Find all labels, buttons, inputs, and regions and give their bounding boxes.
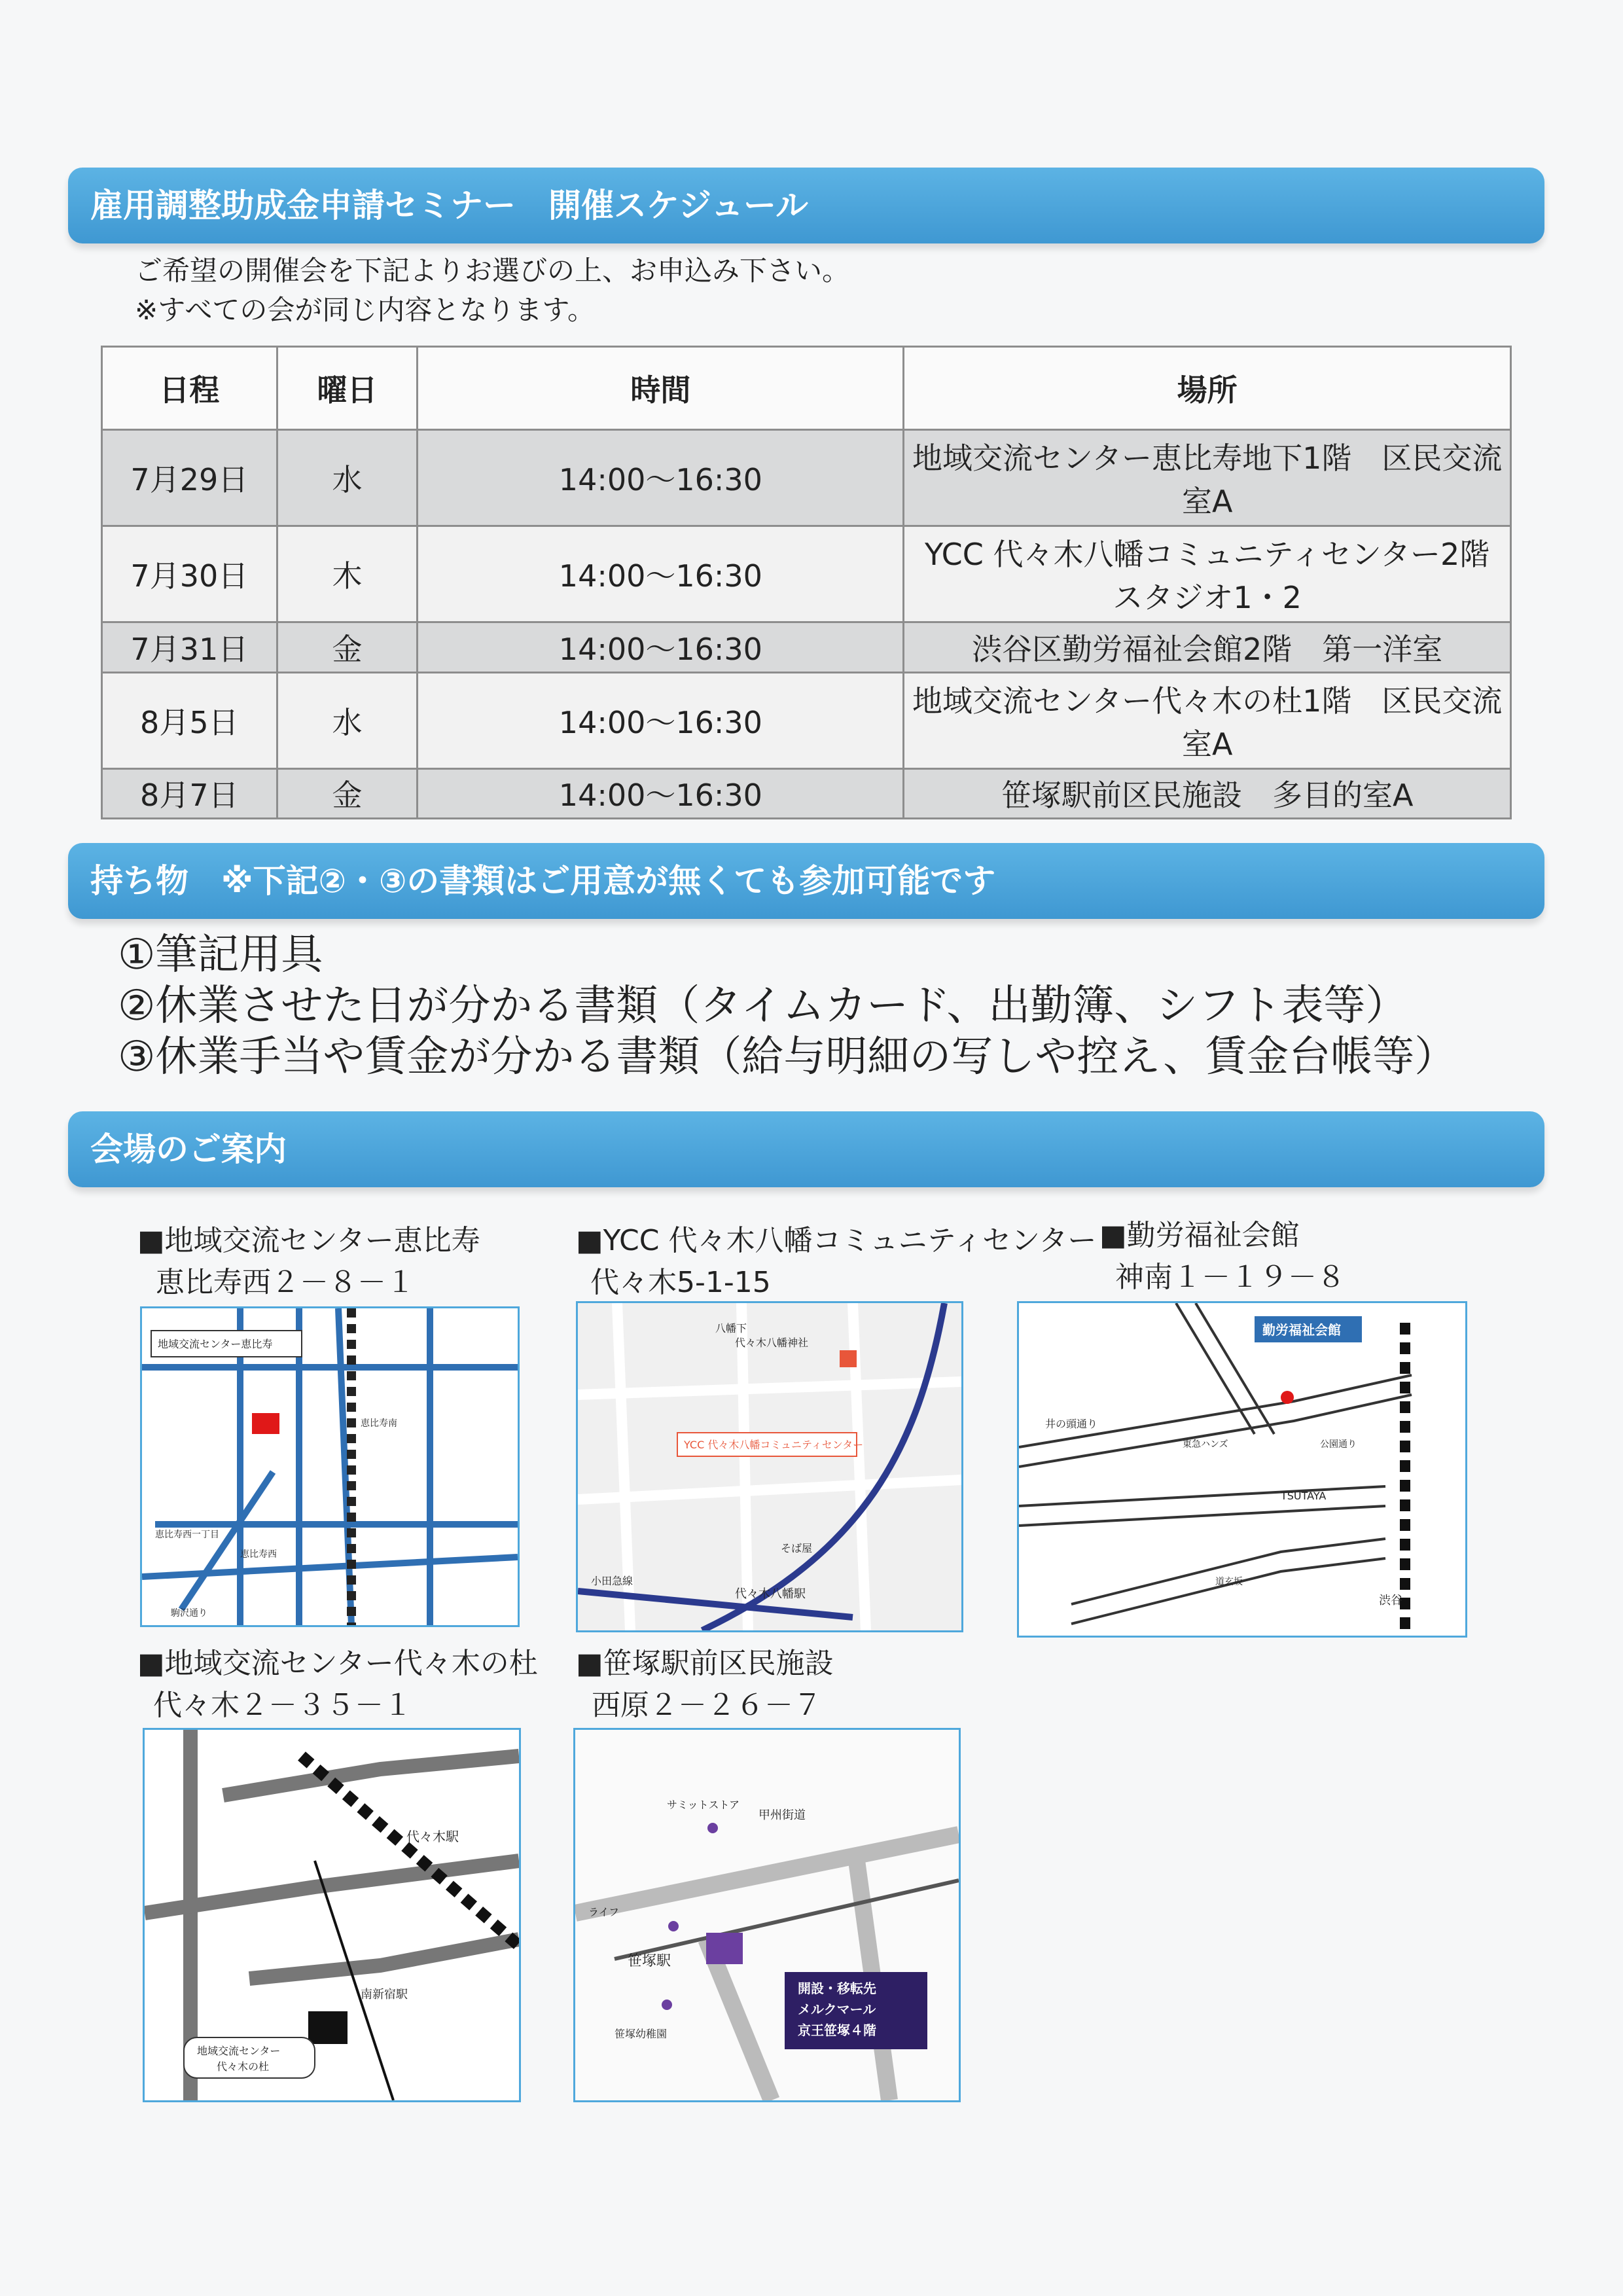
map-label: 恵比寿西 [240, 1549, 277, 1560]
venue-section-header: 会場のご案内 [68, 1111, 1544, 1187]
row-place: 笹塚駅前区民施設 多目的室A [904, 768, 1511, 818]
map-label: 代々木八幡神社 [735, 1336, 809, 1349]
map-label: 地域交流センター [197, 2045, 281, 2057]
map-ebisu [140, 1306, 520, 1627]
map-ycc [576, 1301, 963, 1632]
venue-name: ■勤労福祉会館 [1099, 1219, 1300, 1252]
table-row [102, 768, 1511, 818]
map-sasazuka-graphic [575, 1730, 959, 2100]
row-place: YCC 代々木八幡コミュニティセンター2階 スタジオ1・2 [904, 526, 1511, 622]
row-date: 7月29日 [102, 430, 277, 526]
table-row [102, 526, 1511, 622]
map-label: 井の頭通り [1045, 1418, 1098, 1430]
map-yoyogi [143, 1728, 521, 2102]
venue-caption-ycc [576, 1220, 1096, 1304]
map-label: 八幡下 [715, 1322, 747, 1335]
row-place: 渋谷区勤労福祉会館2階 第一洋室 [904, 622, 1511, 672]
table-row [102, 622, 1511, 672]
header-time: 時間 [418, 347, 904, 430]
map-label: 小田急線 [591, 1575, 633, 1587]
schedule-header-row [102, 347, 1511, 430]
map-label: YCC 代々木八幡コミュニティセンター [684, 1439, 864, 1451]
venue-name: ■笹塚駅前区民施設 [576, 1647, 834, 1680]
map-label: 京王笹塚４階 [798, 2022, 876, 2038]
map-label: 代々木の杜 [217, 2060, 270, 2073]
header-date: 日程 [102, 347, 277, 430]
venue-address: 代々木２－３５－１ [153, 1689, 412, 1722]
map-label: 代々木八幡駅 [735, 1587, 806, 1601]
header-place: 場所 [904, 347, 1511, 430]
table-row [102, 672, 1511, 768]
map-label: 代々木駅 [406, 1829, 459, 1844]
row-day: 水 [277, 672, 418, 768]
list-item: ①筆記用具 [118, 931, 323, 979]
row-day: 木 [277, 526, 418, 622]
map-label: 渋谷 [1379, 1594, 1402, 1607]
venue-address: 代々木5-1-15 [590, 1266, 771, 1299]
schedule-intro [135, 251, 849, 330]
row-date: 8月7日 [102, 768, 277, 818]
venue-name: ■地域交流センター恵比寿 [137, 1224, 480, 1257]
map-label: そば屋 [781, 1542, 813, 1554]
venue-address: 恵比寿西２－８－１ [156, 1266, 415, 1299]
venue-caption-ebisu [137, 1220, 480, 1304]
map-kinro-graphic [1019, 1303, 1465, 1636]
venue-caption-sasazuka [576, 1643, 834, 1727]
row-day: 金 [277, 768, 418, 818]
map-label: サミットストア [667, 1799, 740, 1811]
belongings-list [118, 929, 1456, 1083]
row-place: 地域交流センター代々木の杜1階 区民交流室A [904, 672, 1511, 768]
row-date: 8月5日 [102, 672, 277, 768]
map-label: 南新宿駅 [361, 1988, 408, 2001]
map-label: 笹塚駅 [628, 1953, 671, 1969]
list-item: ③休業手当や賃金が分かる書類（給与明細の写しや控え、賃金台帳等） [118, 1033, 1457, 1081]
schedule-section-header: 雇用調整助成金申請セミナー 開催スケジュール [68, 168, 1544, 243]
venue-caption-kinro [1099, 1215, 1346, 1299]
map-ycc-graphic [578, 1303, 961, 1630]
map-label: TSUTAYA [1281, 1490, 1327, 1502]
map-label: 笹塚幼稚園 [615, 2028, 668, 2040]
map-label: 道玄坂 [1215, 1577, 1243, 1587]
map-label: ライフ [588, 1906, 620, 1918]
row-day: 水 [277, 430, 418, 526]
map-label: 地域交流センター恵比寿 [158, 1338, 273, 1350]
map-label: 公園通り [1320, 1439, 1357, 1450]
table-row [102, 430, 1511, 526]
map-yoyogi-graphic [145, 1730, 519, 2100]
row-time: 14:00～16:30 [418, 672, 904, 768]
row-time: 14:00～16:30 [418, 622, 904, 672]
row-time: 14:00～16:30 [418, 768, 904, 818]
row-time: 14:00～16:30 [418, 430, 904, 526]
intro-line-1: ご希望の開催会を下記よりお選びの上、お申込み下さい。 [135, 255, 850, 287]
schedule-table [101, 346, 1520, 819]
map-kinro [1017, 1301, 1467, 1638]
map-label: 勤労福祉会館 [1262, 1322, 1341, 1338]
venue-name: ■地域交流センター代々木の杜 [137, 1647, 538, 1680]
venue-caption-yoyogi [137, 1643, 538, 1727]
row-date: 7月30日 [102, 526, 277, 622]
row-time: 14:00～16:30 [418, 526, 904, 622]
map-label: 東急ハンズ [1183, 1439, 1228, 1450]
intro-line-2: ※すべての会が同じ内容となります。 [135, 294, 595, 326]
venue-address: 西原２－２６－７ [592, 1689, 822, 1722]
belongings-section-header: 持ち物 ※下記②・③の書類はご用意が無くても参加可能です [68, 843, 1544, 919]
map-label: 甲州街道 [758, 1808, 806, 1822]
header-day: 曜日 [277, 347, 418, 430]
row-date: 7月31日 [102, 622, 277, 672]
row-day: 金 [277, 622, 418, 672]
map-sasazuka [573, 1728, 961, 2102]
row-place: 地域交流センター恵比寿地下1階 区民交流室A [904, 430, 1511, 526]
map-label: メルクマール [798, 2001, 876, 2017]
map-label: 駒沢通り [171, 1608, 207, 1619]
map-label: 開設・移転先 [798, 1981, 876, 1996]
list-item: ②休業させた日が分かる書類（タイムカード、出勤簿、シフト表等） [118, 982, 1408, 1030]
venue-address: 神南１－１９－８ [1115, 1261, 1346, 1294]
map-ebisu-graphic [142, 1308, 518, 1625]
map-label: 恵比寿南 [361, 1418, 397, 1429]
map-label: 恵比寿西一丁目 [155, 1530, 219, 1540]
venue-name: ■YCC 代々木八幡コミュニティセンター [576, 1224, 1097, 1257]
